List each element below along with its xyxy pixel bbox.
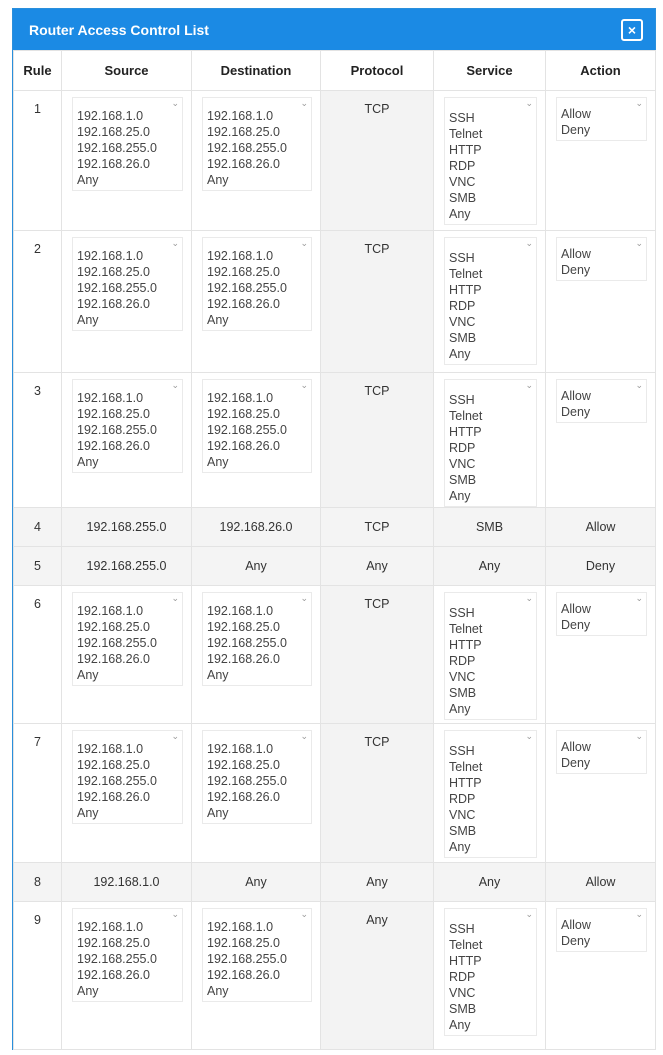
service-option[interactable]: SMB [449, 1002, 477, 1016]
source-option[interactable]: 192.168.26.0 [77, 790, 150, 804]
service-option[interactable]: HTTP [449, 425, 482, 439]
chevron-down-icon: ⌄ [171, 238, 179, 248]
service-select[interactable] [444, 379, 537, 507]
destination-cell [192, 231, 321, 373]
source-option[interactable]: Any [77, 313, 99, 327]
destination-option[interactable]: Any [207, 313, 229, 327]
source-cell [62, 91, 192, 231]
chevron-down-icon: ⌄ [171, 98, 179, 108]
source-option[interactable]: 192.168.25.0 [77, 265, 150, 279]
header-service: Service [434, 51, 546, 91]
service-value: Any [434, 863, 546, 902]
rule-number: 9 [14, 902, 62, 1050]
source-option[interactable]: 192.168.255.0 [77, 141, 157, 155]
chevron-down-icon: ⌄ [300, 98, 308, 108]
service-option[interactable]: SSH [449, 922, 475, 936]
table-row [14, 902, 656, 1050]
service-option[interactable]: SSH [449, 744, 475, 758]
destination-cell [192, 373, 321, 508]
destination-option[interactable]: 192.168.26.0 [207, 157, 280, 171]
source-select[interactable] [72, 592, 183, 686]
service-option[interactable]: VNC [449, 670, 476, 684]
chevron-down-icon: ⌄ [525, 98, 533, 108]
action-option[interactable]: Allow [561, 602, 591, 616]
chevron-down-icon: ⌄ [300, 593, 308, 603]
action-value: Allow [546, 508, 656, 547]
table-row [14, 91, 656, 231]
destination-option[interactable]: 192.168.1.0 [207, 920, 274, 934]
source-select[interactable] [72, 730, 183, 824]
chevron-down-icon: ⌄ [300, 238, 308, 248]
table-row [14, 231, 656, 373]
source-option[interactable]: Any [77, 806, 99, 820]
action-option[interactable]: Allow [561, 740, 591, 754]
acl-window [12, 8, 656, 1050]
source-option[interactable]: 192.168.25.0 [77, 936, 150, 950]
service-value: SMB [434, 508, 546, 547]
destination-select[interactable] [202, 908, 312, 1002]
destination-option[interactable]: 192.168.26.0 [207, 968, 280, 982]
destination-value: Any [192, 547, 321, 586]
destination-option[interactable]: 192.168.255.0 [207, 774, 287, 788]
source-option[interactable]: 192.168.1.0 [77, 604, 144, 618]
action-option[interactable]: Deny [561, 123, 591, 137]
service-option[interactable]: Telnet [449, 127, 483, 141]
action-select[interactable] [556, 237, 647, 281]
service-option[interactable]: SSH [449, 111, 475, 125]
service-option[interactable]: RDP [449, 441, 476, 455]
protocol-value: TCP [321, 231, 434, 373]
chevron-down-icon: ⌄ [525, 380, 533, 390]
source-value: 192.168.1.0 [62, 863, 192, 902]
source-option[interactable]: 192.168.26.0 [77, 297, 150, 311]
destination-option[interactable]: 192.168.1.0 [207, 391, 274, 405]
service-option[interactable]: Any [449, 489, 471, 503]
header-protocol: Protocol [321, 51, 434, 91]
service-option[interactable]: VNC [449, 315, 476, 329]
service-option[interactable]: Any [449, 347, 471, 361]
service-option[interactable]: Any [449, 1018, 471, 1032]
service-option[interactable]: Telnet [449, 267, 483, 281]
rule-number: 5 [14, 547, 62, 586]
source-option[interactable]: 192.168.25.0 [77, 620, 150, 634]
rule-number: 2 [14, 231, 62, 373]
service-option[interactable]: Telnet [449, 409, 483, 423]
service-select[interactable] [444, 730, 537, 858]
service-option[interactable]: SMB [449, 824, 477, 838]
source-option[interactable]: 192.168.25.0 [77, 125, 150, 139]
service-option[interactable]: HTTP [449, 283, 482, 297]
table-row [14, 863, 656, 902]
action-cell [546, 91, 656, 231]
destination-value: Any [192, 863, 321, 902]
destination-option[interactable]: 192.168.255.0 [207, 423, 287, 437]
source-option[interactable]: 192.168.25.0 [77, 758, 150, 772]
chevron-down-icon: ⌄ [171, 731, 179, 741]
action-option[interactable]: Deny [561, 934, 591, 948]
destination-option[interactable]: 192.168.255.0 [207, 281, 287, 295]
chevron-down-icon: ⌄ [525, 593, 533, 603]
source-option[interactable]: Any [77, 173, 99, 187]
service-select[interactable] [444, 97, 537, 225]
action-option[interactable]: Deny [561, 618, 591, 632]
source-option[interactable]: Any [77, 668, 99, 682]
chevron-down-icon: ⌄ [635, 909, 643, 919]
action-option[interactable]: Allow [561, 247, 591, 261]
destination-cell [192, 91, 321, 231]
service-option[interactable]: Any [449, 207, 471, 221]
action-select[interactable] [556, 97, 647, 141]
destination-option[interactable]: 192.168.255.0 [207, 141, 287, 155]
destination-value: 192.168.26.0 [192, 508, 321, 547]
service-select[interactable] [444, 908, 537, 1036]
chevron-down-icon: ⌄ [300, 380, 308, 390]
chevron-down-icon: ⌄ [171, 909, 179, 919]
table-row [14, 373, 656, 508]
service-option[interactable]: RDP [449, 792, 476, 806]
destination-option[interactable]: Any [207, 173, 229, 187]
service-option[interactable]: VNC [449, 175, 476, 189]
source-select[interactable] [72, 908, 183, 1002]
destination-option[interactable]: 192.168.26.0 [207, 652, 280, 666]
service-cell [434, 373, 546, 508]
service-option[interactable]: HTTP [449, 776, 482, 790]
service-option[interactable]: HTTP [449, 954, 482, 968]
source-value: 192.168.255.0 [62, 547, 192, 586]
service-option[interactable]: Telnet [449, 938, 483, 952]
source-option[interactable]: 192.168.1.0 [77, 249, 144, 263]
destination-cell [192, 586, 321, 724]
destination-option[interactable]: Any [207, 806, 229, 820]
destination-option[interactable]: Any [207, 668, 229, 682]
action-cell [546, 902, 656, 1050]
destination-option[interactable]: 192.168.25.0 [207, 936, 280, 950]
destination-select[interactable] [202, 97, 312, 191]
destination-option[interactable]: 192.168.1.0 [207, 604, 274, 618]
destination-option[interactable]: 192.168.25.0 [207, 407, 280, 421]
service-option[interactable]: SMB [449, 686, 477, 700]
service-select[interactable] [444, 237, 537, 365]
rule-number: 3 [14, 373, 62, 508]
destination-option[interactable]: 192.168.255.0 [207, 636, 287, 650]
source-select[interactable] [72, 379, 183, 473]
header-source: Source [62, 51, 192, 91]
action-cell [546, 724, 656, 863]
action-option[interactable]: Allow [561, 389, 591, 403]
action-select[interactable] [556, 592, 647, 636]
acl-table [13, 50, 656, 1050]
action-cell [546, 231, 656, 373]
chevron-down-icon: ⌄ [300, 909, 308, 919]
source-select[interactable] [72, 237, 183, 331]
destination-option[interactable]: 192.168.255.0 [207, 952, 287, 966]
source-select[interactable] [72, 97, 183, 191]
chevron-down-icon: ⌄ [635, 731, 643, 741]
service-cell [434, 724, 546, 863]
table-row [14, 586, 656, 724]
chevron-down-icon: ⌄ [635, 593, 643, 603]
service-option[interactable]: VNC [449, 808, 476, 822]
service-option[interactable]: SMB [449, 473, 477, 487]
protocol-value: TCP [321, 373, 434, 508]
source-option[interactable]: 192.168.255.0 [77, 952, 157, 966]
destination-option[interactable]: 192.168.1.0 [207, 109, 274, 123]
service-select[interactable] [444, 592, 537, 720]
service-option[interactable]: Telnet [449, 760, 483, 774]
protocol-value: TCP [321, 508, 434, 547]
source-cell [62, 724, 192, 863]
service-cell [434, 586, 546, 724]
rule-number: 8 [14, 863, 62, 902]
destination-select[interactable] [202, 592, 312, 686]
action-select[interactable] [556, 730, 647, 774]
source-option[interactable]: 192.168.1.0 [77, 109, 144, 123]
destination-option[interactable]: 192.168.25.0 [207, 758, 280, 772]
destination-option[interactable]: 192.168.26.0 [207, 297, 280, 311]
destination-option[interactable]: 192.168.26.0 [207, 439, 280, 453]
destination-select[interactable] [202, 379, 312, 473]
header-rule: Rule [14, 51, 62, 91]
destination-cell [192, 902, 321, 1050]
service-option[interactable]: HTTP [449, 638, 482, 652]
service-option[interactable]: SSH [449, 393, 475, 407]
source-cell [62, 373, 192, 508]
service-option[interactable]: SMB [449, 191, 477, 205]
destination-cell [192, 724, 321, 863]
destination-option[interactable]: 192.168.26.0 [207, 790, 280, 804]
protocol-value: Any [321, 547, 434, 586]
header-row [14, 51, 656, 91]
protocol-value: TCP [321, 91, 434, 231]
service-option[interactable]: RDP [449, 654, 476, 668]
source-option[interactable]: 192.168.26.0 [77, 157, 150, 171]
service-cell [434, 91, 546, 231]
action-select[interactable] [556, 908, 647, 952]
acl-body [14, 91, 656, 1050]
service-option[interactable]: RDP [449, 299, 476, 313]
window-title: Router Access Control List [29, 21, 209, 38]
title-bar [13, 9, 655, 50]
source-option[interactable]: 192.168.26.0 [77, 652, 150, 666]
source-option[interactable]: Any [77, 984, 99, 998]
chevron-down-icon: ⌄ [525, 731, 533, 741]
header-destination: Destination [192, 51, 321, 91]
source-option[interactable]: 192.168.255.0 [77, 281, 157, 295]
protocol-value: TCP [321, 586, 434, 724]
service-option[interactable]: SSH [449, 251, 475, 265]
destination-option[interactable]: Any [207, 984, 229, 998]
close-icon[interactable]: × [621, 19, 643, 41]
source-option[interactable]: 192.168.255.0 [77, 774, 157, 788]
service-option[interactable]: VNC [449, 457, 476, 471]
service-value: Any [434, 547, 546, 586]
source-value: 192.168.255.0 [62, 508, 192, 547]
destination-select[interactable] [202, 237, 312, 331]
chevron-down-icon: ⌄ [525, 909, 533, 919]
destination-option[interactable]: 192.168.25.0 [207, 265, 280, 279]
service-option[interactable]: RDP [449, 159, 476, 173]
action-value: Allow [546, 863, 656, 902]
rule-number: 6 [14, 586, 62, 724]
table-row [14, 508, 656, 547]
chevron-down-icon: ⌄ [300, 731, 308, 741]
service-option[interactable]: Telnet [449, 622, 483, 636]
action-value: Deny [546, 547, 656, 586]
service-cell [434, 902, 546, 1050]
destination-option[interactable]: 192.168.1.0 [207, 249, 274, 263]
chevron-down-icon: ⌄ [171, 380, 179, 390]
source-option[interactable]: 192.168.26.0 [77, 439, 150, 453]
source-option[interactable]: 192.168.1.0 [77, 391, 144, 405]
protocol-value: TCP [321, 724, 434, 863]
rule-number: 7 [14, 724, 62, 863]
action-cell [546, 373, 656, 508]
destination-option[interactable]: 192.168.1.0 [207, 742, 274, 756]
service-option[interactable]: RDP [449, 970, 476, 984]
source-cell [62, 902, 192, 1050]
source-option[interactable]: 192.168.25.0 [77, 407, 150, 421]
service-option[interactable]: Any [449, 840, 471, 854]
service-option[interactable]: SSH [449, 606, 475, 620]
source-option[interactable]: 192.168.1.0 [77, 742, 144, 756]
header-action: Action [546, 51, 656, 91]
service-option[interactable]: VNC [449, 986, 476, 1000]
service-option[interactable]: Any [449, 702, 471, 716]
chevron-down-icon: ⌄ [635, 380, 643, 390]
destination-select[interactable] [202, 730, 312, 824]
chevron-down-icon: ⌄ [525, 238, 533, 248]
action-select[interactable] [556, 379, 647, 423]
table-row [14, 547, 656, 586]
chevron-down-icon: ⌄ [171, 593, 179, 603]
action-option[interactable]: Allow [561, 918, 591, 932]
destination-option[interactable]: 192.168.25.0 [207, 125, 280, 139]
source-cell [62, 586, 192, 724]
service-option[interactable]: SMB [449, 331, 477, 345]
service-option[interactable]: HTTP [449, 143, 482, 157]
protocol-value: Any [321, 863, 434, 902]
action-option[interactable]: Deny [561, 263, 591, 277]
action-cell [546, 586, 656, 724]
source-option[interactable]: Any [77, 455, 99, 469]
source-cell [62, 231, 192, 373]
service-cell [434, 231, 546, 373]
chevron-down-icon: ⌄ [635, 238, 643, 248]
rule-number: 1 [14, 91, 62, 231]
table-row [14, 724, 656, 863]
chevron-down-icon: ⌄ [635, 98, 643, 108]
action-option[interactable]: Deny [561, 756, 591, 770]
protocol-value: Any [321, 902, 434, 1050]
action-option[interactable]: Allow [561, 107, 591, 121]
destination-option[interactable]: 192.168.25.0 [207, 620, 280, 634]
action-option[interactable]: Deny [561, 405, 591, 419]
source-option[interactable]: 192.168.255.0 [77, 636, 157, 650]
source-option[interactable]: 192.168.255.0 [77, 423, 157, 437]
source-option[interactable]: 192.168.26.0 [77, 968, 150, 982]
source-option[interactable]: 192.168.1.0 [77, 920, 144, 934]
rule-number: 4 [14, 508, 62, 547]
destination-option[interactable]: Any [207, 455, 229, 469]
